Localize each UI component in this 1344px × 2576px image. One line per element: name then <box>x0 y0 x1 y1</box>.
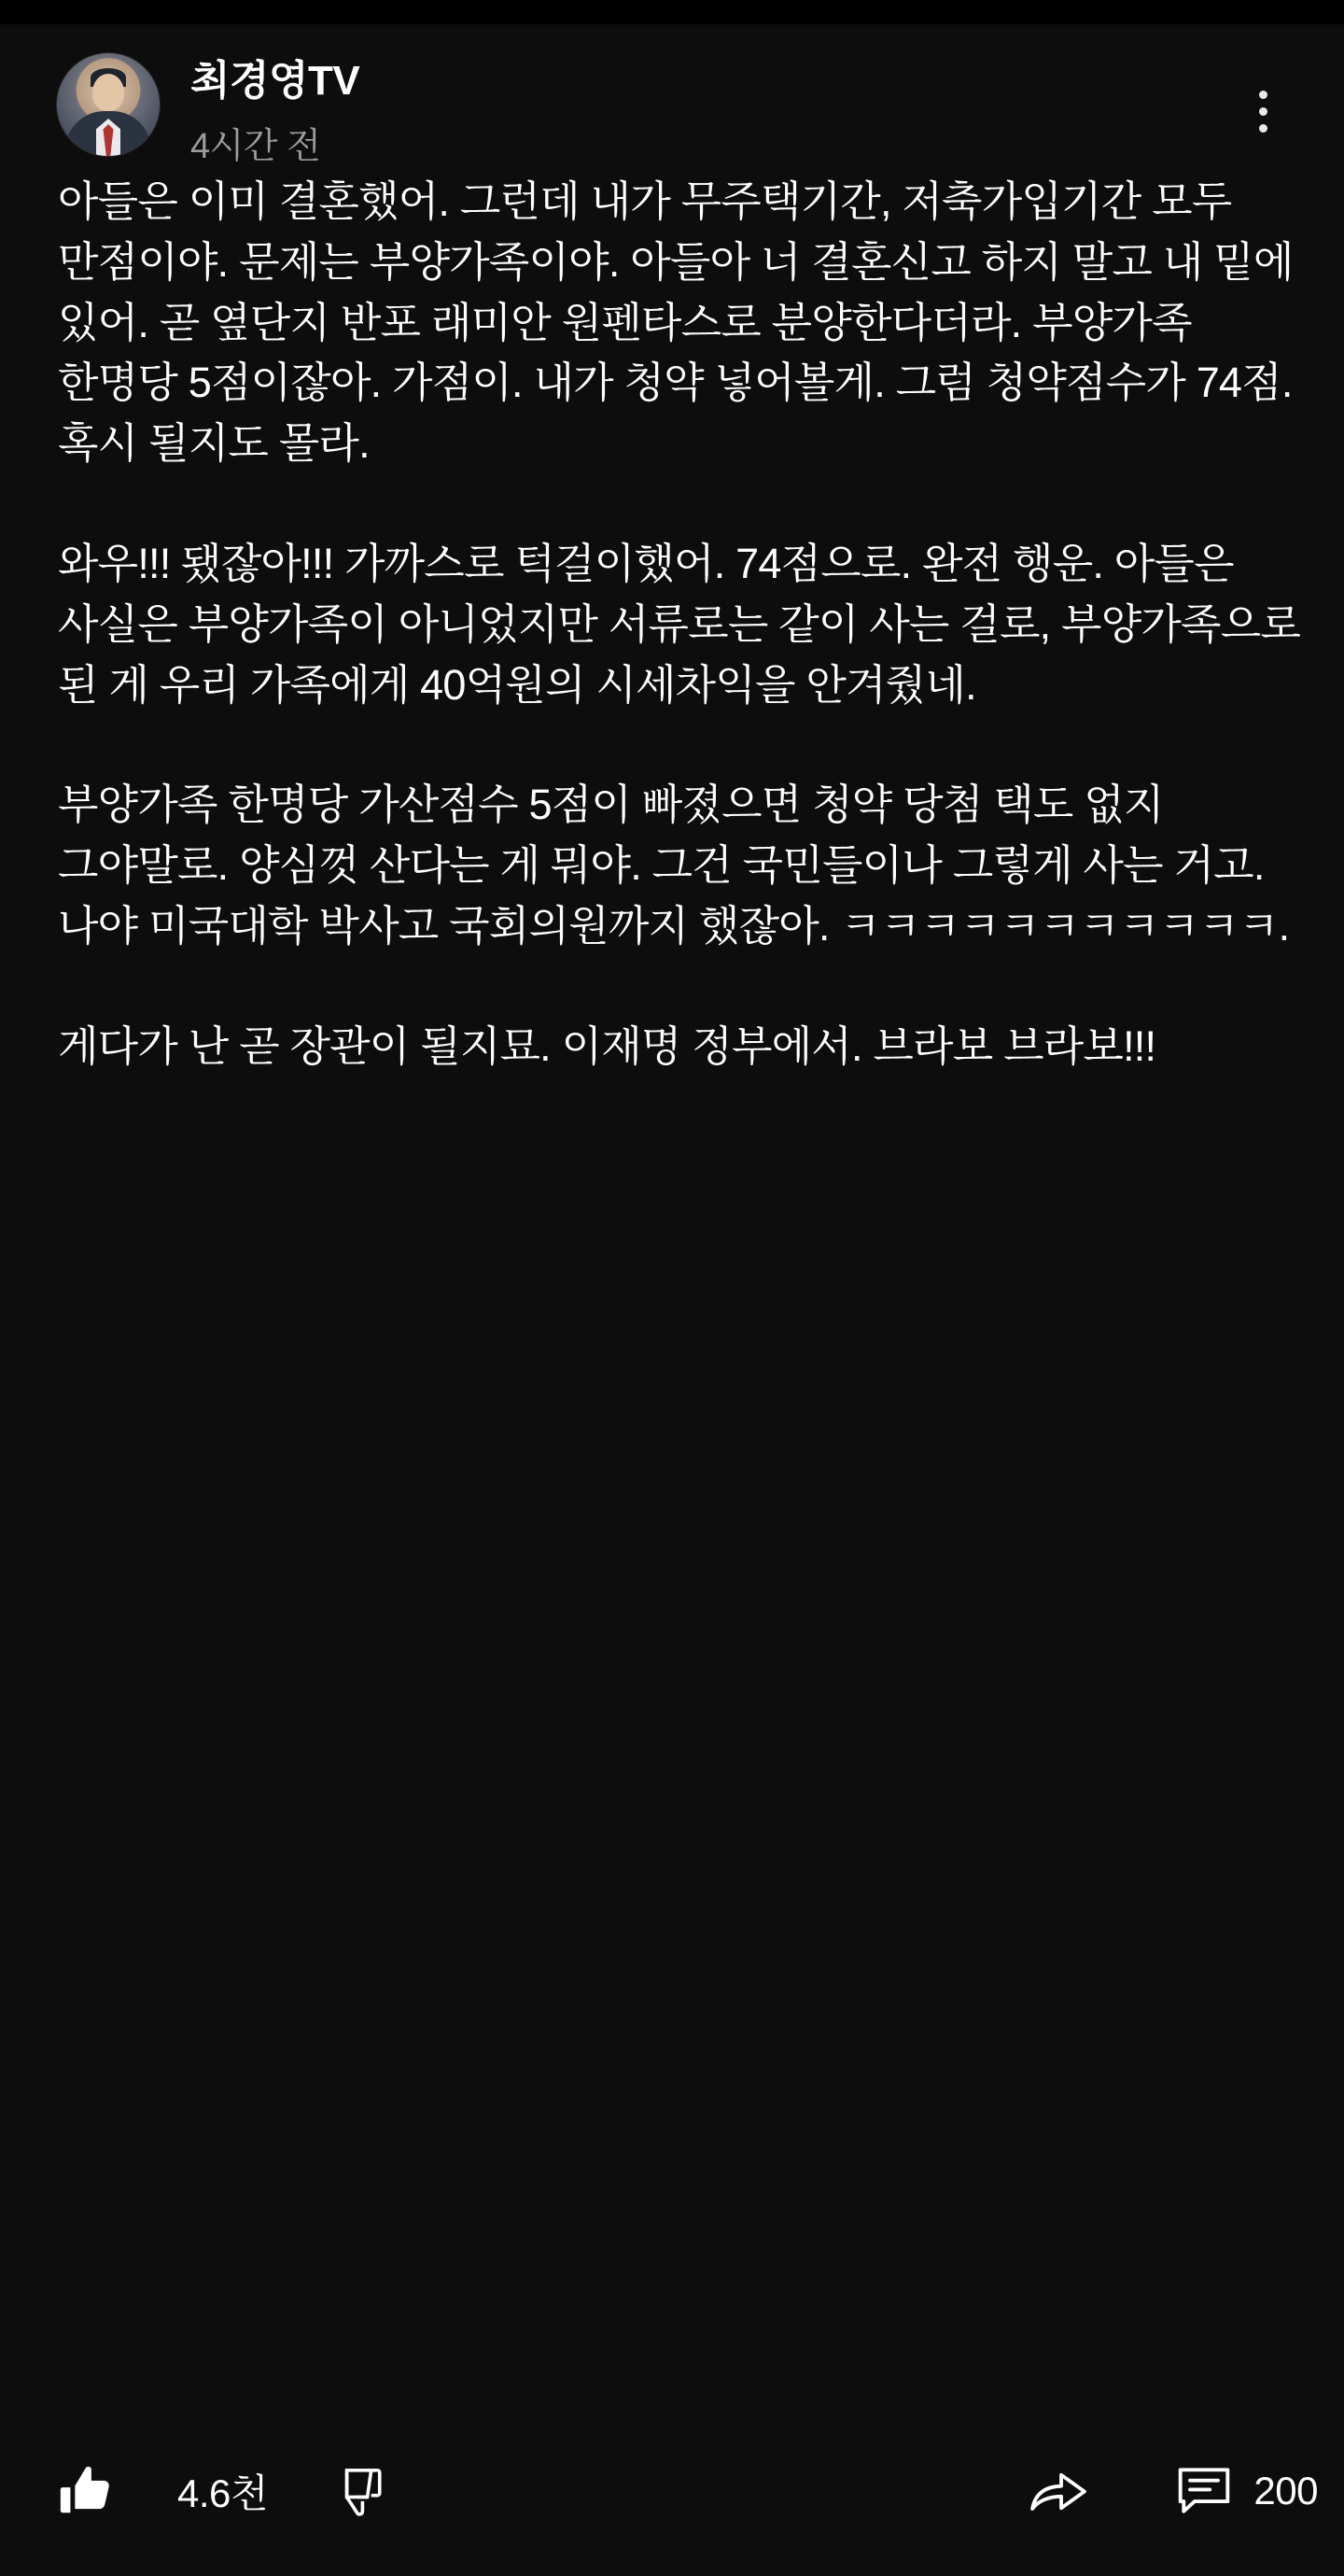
like-count: 4.6천 <box>177 2471 268 2515</box>
avatar-head-shape <box>92 74 124 111</box>
comment-count: 200 <box>1253 2469 1318 2513</box>
channel-name[interactable]: 최경영TV <box>190 58 360 104</box>
kebab-dot-3 <box>1259 124 1267 133</box>
thumb-down-icon <box>329 2462 387 2520</box>
kebab-dot-1 <box>1259 91 1267 99</box>
post-paragraph-2: 와우!!! 됐잖아!!! 가까스로 턱걸이했어. 74점으로. 완전 행운. 아들은 사실은 부양가족이 아니었지만 서류로는 같이 사는 걸로, 부양가족으로 된 게 우리 가족에게 40억원의 시세차익을 안겨줬네. <box>58 539 1311 709</box>
action-bar-left-group <box>58 2462 408 2520</box>
kebab-menu-icon[interactable] <box>1238 78 1288 144</box>
comment-bubble-icon <box>1175 2464 1233 2518</box>
post-body <box>34 164 1344 1077</box>
post-timestamp: 4시간 전 <box>190 126 321 166</box>
thumb-up-icon <box>58 2462 116 2520</box>
kebab-dot-2 <box>1259 107 1267 116</box>
post-paragraph-4: 게다가 난 곧 장관이 될지묘. 이재명 정부에서. 브라보 브라보!!! <box>58 1021 1156 1070</box>
paragraph-spacer <box>58 474 1312 534</box>
share-arrow-icon <box>1028 2463 1089 2519</box>
action-bar-right-group <box>1028 2463 1318 2519</box>
post-paragraph-1: 아들은 이미 결혼했어. 그런데 내가 무주택기간, 저축가입기간 모두 만점이야. 문제는 부양가족이야. 아들아 너 결혼신고 하지 말고 내 밑에 있어. 곧 옆단지 반포 래미안 원펜타스로 분양한다더라. 부양가족 한명당 5점이잖아. 가점이. 내가 청약 넣어볼게. 그럼 청약점수가 74점. 혹시 될지도 몰라. <box>58 177 1305 468</box>
paragraph-spacer <box>58 715 1312 775</box>
channel-avatar[interactable] <box>56 52 161 157</box>
post-header-text <box>190 52 359 168</box>
post-paragraph-3: 부양가족 한명당 가산점수 5점이 빠졌으면 청약 당첨 택도 없지 그야말로. 양심껏 산다는 게 뭐야. 그건 국민들이나 그렇게 사는 거고. 나야 미국대학 박사고 국회의원까지 했잖아. ㅋㅋㅋㅋㅋㅋㅋㅋㅋㅋㅋ. <box>58 781 1290 950</box>
top-strip <box>0 0 1344 24</box>
post-action-bar <box>58 2440 1318 2542</box>
community-post-card <box>34 24 1344 2576</box>
post-header <box>34 24 1344 164</box>
dislike-button[interactable] <box>268 2462 408 2520</box>
share-button[interactable] <box>1028 2463 1175 2519</box>
like-button[interactable] <box>58 2462 268 2520</box>
paragraph-spacer <box>58 957 1312 1017</box>
comment-button[interactable] <box>1175 2464 1318 2518</box>
